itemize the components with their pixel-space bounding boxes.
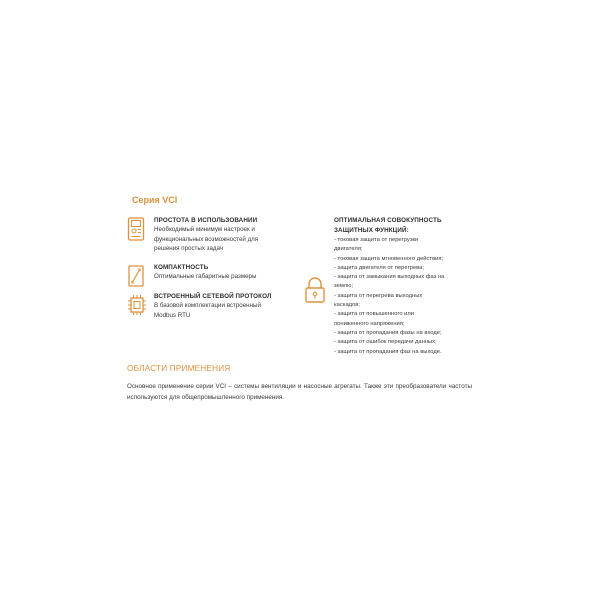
protection-list	[334, 236, 478, 357]
feature-heading: КОМПАКТНОСТЬ	[154, 264, 209, 271]
feature-ease-of-use	[127, 216, 297, 254]
protection-item: - защита от пропадания фаз на выходе.	[334, 348, 442, 355]
series-title: Серия VCI	[132, 195, 178, 205]
protection-block	[303, 216, 478, 357]
protection-item: каскадов;	[334, 302, 360, 309]
protection-item: - защита двигателя от перегрева;	[334, 264, 424, 271]
protection-item: - защита от перегрева выходных	[334, 292, 423, 299]
feature-desc-line: В базовой комплектации встроенный	[154, 302, 261, 309]
feature-compactness	[127, 263, 297, 288]
feature-desc-line: решения простых задач	[154, 245, 224, 252]
applications-title: ОБЛАСТИ ПРИМЕНЕНИЯ	[127, 364, 231, 373]
feature-heading: ВСТРОЕННЫЙ СЕТЕВОЙ ПРОТОКОЛ	[154, 293, 272, 300]
feature-desc-line: Необходимый минимум настроек и	[154, 226, 255, 233]
protection-item: землю;	[334, 283, 354, 290]
feature-desc-line: функциональных возможностей для	[154, 235, 259, 243]
feature-heading: ПРОСТОТА В ИСПОЛЬЗОВАНИИ	[154, 217, 258, 224]
protection-heading: ОПТИМАЛЬНАЯ СОВОКУПНОСТЬ	[334, 217, 442, 224]
protection-item: - защита от ошибок передачи данных;	[334, 339, 437, 346]
protection-item: - токовая защита от перегрузки	[334, 237, 419, 243]
ease-of-use-icon	[127, 217, 145, 241]
feature-network-protocol	[127, 292, 297, 320]
ruler-compact-icon	[127, 264, 145, 288]
protection-item: - токовая защита мгновенного действия;	[334, 255, 444, 262]
feature-desc-line: Modbus RTU	[154, 311, 191, 319]
applications-text: Основное применение серии VCI – системы вентиляции и насосные агрегаты. Также эти преобразователи частоты используются для общепромышленного применения.	[127, 383, 472, 401]
protection-item: - защита от пропадания фазы на входе;	[334, 329, 442, 336]
feature-desc-line: Оптимальные габаритные размеры	[154, 273, 257, 280]
lock-icon	[303, 276, 327, 309]
chip-network-icon	[127, 293, 145, 317]
protection-item: пониженного напряжения;	[334, 320, 405, 327]
protection-item: - защита от замыкания выходных фаз на	[334, 274, 445, 281]
protection-heading: ЗАЩИТНЫХ ФУНКЦИЙ:	[334, 227, 409, 234]
protection-item: - защита от повышенного или	[334, 311, 415, 318]
protection-item: двигателя;	[334, 246, 363, 253]
